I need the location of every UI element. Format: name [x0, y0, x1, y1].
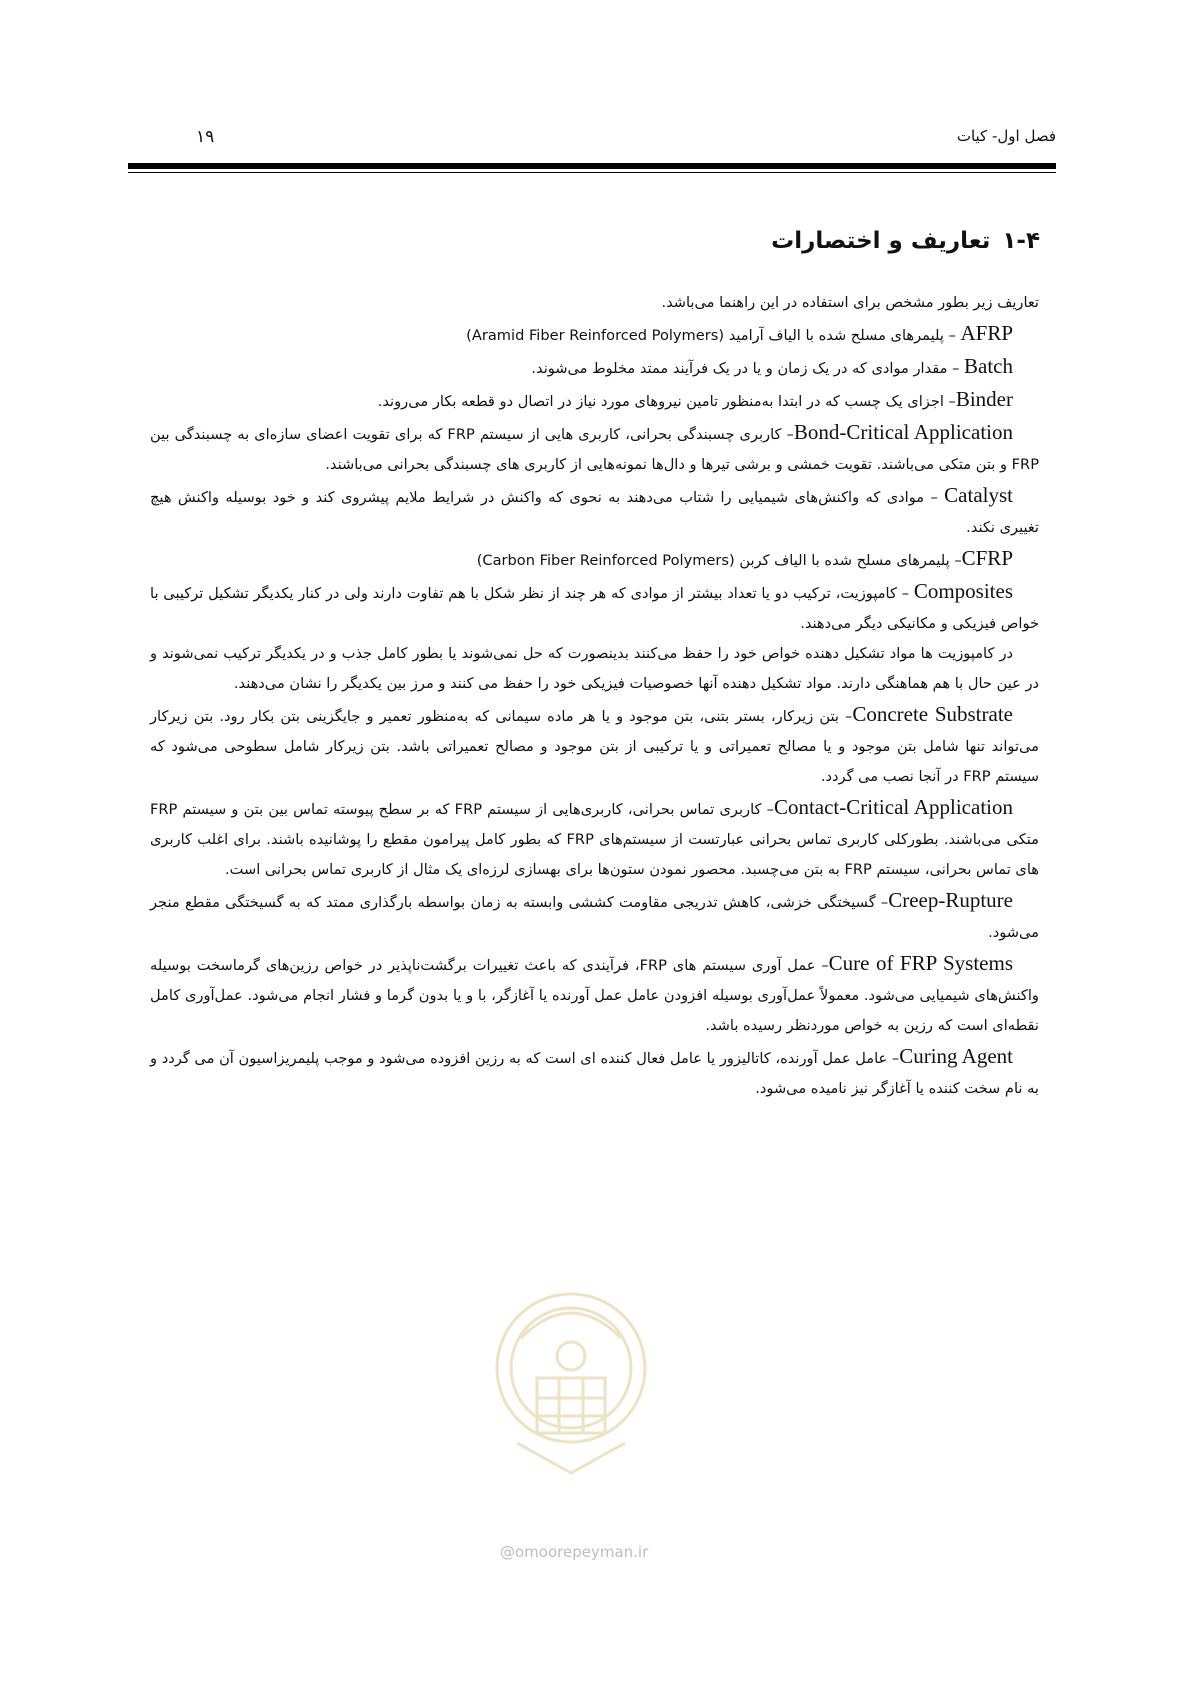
definition-paragraph: [150, 885, 1039, 948]
definition-term: Batch: [964, 354, 1013, 378]
section-heading: [771, 228, 1040, 254]
definition-term: Binder: [955, 387, 1013, 411]
header-rule-thin: [128, 172, 1056, 173]
definition-paragraph: [150, 792, 1039, 885]
definition-term: Creep-Rupture: [888, 888, 1013, 912]
definition-text: – کاربری تماس بحرانی، کاربری‌هایی از سیستم FRP که بر سطح پیوسته تماس بین بتن و سیستم FRP متکی می‌باشند. بطورکلی کاربری تماس بحرانی عبارتست از سیستم‌های FRP که بطور کامل پیرامون مقطع را پوشانیده باشند. برای اغلب کاربری های تماس بحرانی، سیستم FRP به بتن می‌چسبد. محصور نمودن ستون‌ها برای بهسازی لرزه‌ای یک مثال از کاربری تماس بحرانی است.: [150, 801, 1039, 878]
definition-term: AFRP: [960, 321, 1013, 345]
page-number: ۱۹: [196, 127, 215, 147]
definition-text: – گسیختگی خزشی، کاهش تدریجی مقاومت کششی وابسته به زمان بواسطه بارگذاری ممتد که به گسیختگی مقطع منجر می‌شود.: [150, 894, 1039, 941]
definition-paragraph: [150, 384, 1039, 417]
definition-term: Catalyst: [944, 483, 1013, 507]
definition-text: – عمل آوری سیستم های FRP، فرآیندی که باعث تغییرات برگشت‌ناپذیر در خواص رزین‌های گرماسخت بوسیله واکنش‌های شیمیایی می‌شود. معمولاً عمل‌آوری بوسیله افزودن عامل عمل آورنده یا آغازگر، با و یا بدون گرما و فشار انجام می‌شود. عمل‌آوری کامل نقطه‌ای است که رزین به خواص موردنظر رسیده باشد.: [150, 957, 1039, 1034]
definition-text: – پلیمرهای مسلح شده با الیاف کربن (Carbon Fiber Reinforced Polymers): [476, 552, 962, 569]
page-header: [128, 127, 1056, 149]
watermark-site-text: @omoorepeyman.ir: [500, 1543, 649, 1561]
definition-term: Concrete Substrate: [852, 702, 1013, 726]
definition-paragraph: [150, 480, 1039, 543]
definition-paragraph: [150, 576, 1039, 639]
definition-text: – پلیمرهای مسلح شده با الیاف آرامید (Aramid Fiber Reinforced Polymers): [466, 327, 961, 344]
section-title-text: تعاریف و اختصارات: [771, 228, 991, 254]
definition-text: – مقدار موادی که در یک زمان و یا در یک فرآیند ممتد مخلوط می‌شوند.: [531, 360, 965, 377]
definition-text: تعاریف زیر بطور مشخص برای استفاده در این راهنما می‌باشد.: [661, 294, 1039, 311]
publisher-seal-watermark: [487, 1268, 655, 1498]
definition-term: Cure of FRP Systems: [828, 951, 1014, 975]
definition-text: در کامپوزیت ها مواد تشکیل دهنده خواص خود را حفظ می‌کنند بدینصورت که حل نمی‌شوند یا بطور کامل جذب و در یکدیگر ترکیب نمی‌شوند و در عین حال با هم هماهنگی دارند. مواد تشکیل دهنده آنها خصوصیات فیزیکی خود را حفظ می کنند و مرز بین یکدیگر را نشان می‌دهند.: [150, 645, 1039, 692]
definition-paragraph: [150, 639, 1039, 699]
definition-paragraph: [150, 318, 1039, 351]
body-text: [150, 288, 1039, 1104]
definition-term: Bond-Critical Application: [793, 420, 1013, 444]
definition-text: – عامل عمل آورنده، کاتالیزور یا عامل فعال کننده ای است که به رزین افزوده می‌شود و موجب پلیمریزاسیون آن می گردد و به نام سخت کننده یا آغازگر نیز نامیده می‌شود.: [150, 1050, 1039, 1097]
definition-term: Curing Agent: [899, 1044, 1014, 1068]
definition-text: – موادی که واکنش‌های شیمیایی را شتاب می‌دهند به نحوی که واکنش در شرایط ملایم پیشروی کند و خود بوسیله واکنش هیچ تغییری نکند.: [150, 489, 1039, 536]
definition-paragraph: [150, 351, 1039, 384]
definition-paragraph: [150, 699, 1039, 792]
definition-text: – کامپوزیت، ترکیب دو یا تعداد بیشتر از موادی که هر چند از نظر شکل با هم تفاوت دارند ولی در کنار یکدیگر تشکیل ترکیبی با خواص فیزیکی و مکانیکی دیگر می‌دهند.: [150, 585, 1039, 632]
definition-text: – بتن زیرکار، بستر بتنی، بتن موجود و یا هر ماده سیمانی که به‌منظور تعمیر و جایگزینی بتن بکار رود. بتن زیرکار می‌تواند تنها شامل بتن موجود و یا مصالح تعمیراتی و یا ترکیبی از بتن موجود و مصالح تعمیراتی باشد. بتن زیرکار شامل سطوحی می‌شود که سیستم FRP در آنجا نصب می گردد.: [150, 708, 1039, 785]
definition-text: – اجزای یک چسب که در ابتدا به‌منظور تامین نیروهای مورد نیاز در اتصال دو قطعه بکار می‌روند.: [377, 393, 956, 410]
definition-paragraph: [150, 948, 1039, 1041]
definition-term: Contact-Critical Application: [773, 795, 1013, 819]
definition-paragraph: [150, 288, 1039, 318]
definition-term: Composites: [913, 579, 1013, 603]
definition-paragraph: [150, 417, 1039, 480]
section-number: ۱-۴: [1002, 228, 1040, 254]
definition-term: CFRP: [961, 546, 1013, 570]
header-rule-thick: [128, 163, 1056, 169]
chapter-title: فصل اول- کیات: [956, 127, 1056, 145]
definition-paragraph: [150, 543, 1039, 576]
definition-text: – کاربری چسبندگی بحرانی، کاربری هایی از سیستم FRP که برای تقویت اعضای سازه‌ای به چسبندگی بین FRP و بتن متکی می‌باشند. تقویت خمشی و برشی تیرها و دال‌ها نمونه‌هایی از کاربری های چسبندگی بحرانی می‌باشند.: [150, 426, 1039, 473]
definition-paragraph: [150, 1041, 1039, 1104]
